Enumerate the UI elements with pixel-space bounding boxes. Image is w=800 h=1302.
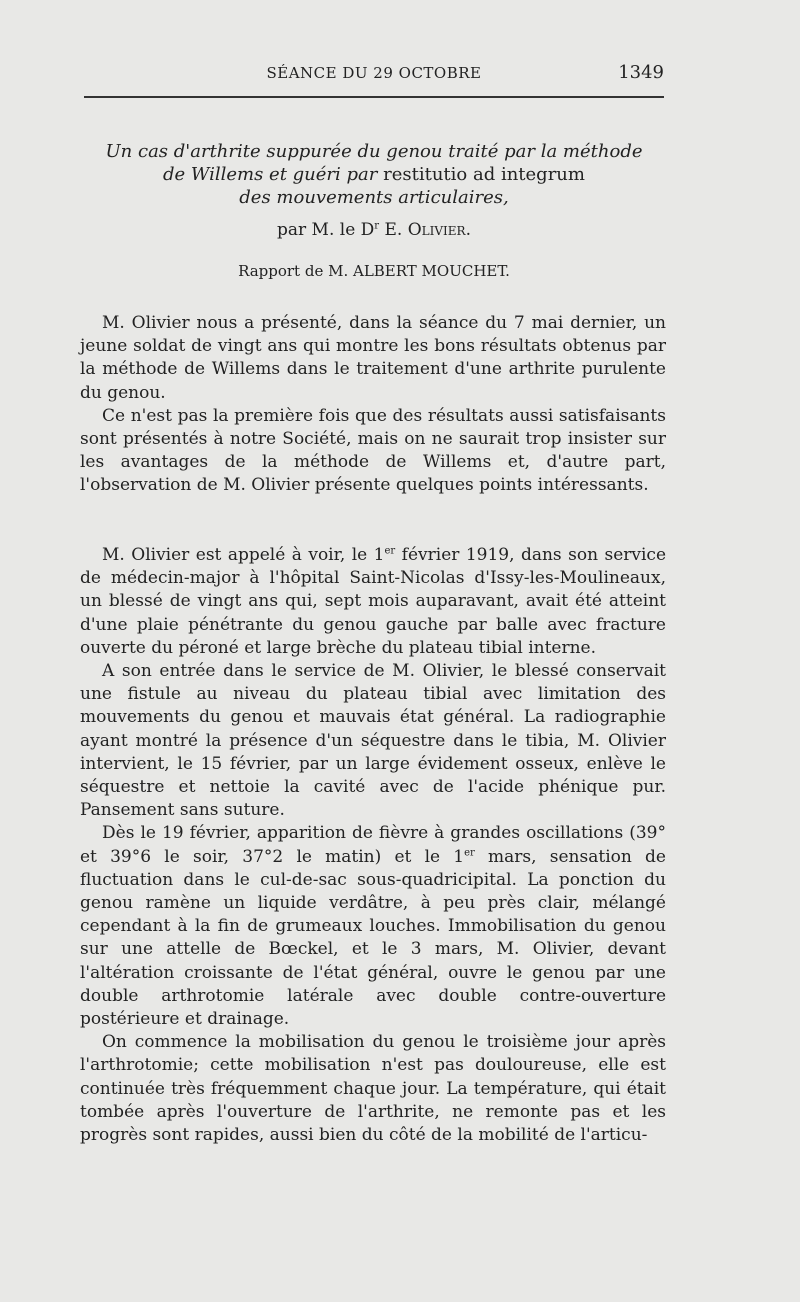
article-title [84, 140, 664, 209]
paragraph-5-a: Dès le 19 février, apparition de fièvre à grandes oscillations (39° et 39°6 le soir, 37°2 le matin) et le 1 [80, 823, 666, 867]
title-line-3: des mouvements articulaires, [239, 187, 509, 208]
paragraph-3-a: M. Olivier est appelé à voir, le 1 [102, 545, 385, 565]
running-header [84, 60, 664, 88]
byline-initial: E. [384, 220, 403, 240]
paragraph-1: M. Olivier nous a présenté, dans la séance du 7 mai dernier, un jeune soldat de vingt ans qui montre les bons résultats obtenus par la méthode de Willems dans le traitement d'une arthrite purulente du genou. [80, 313, 666, 403]
body-section-2 [80, 544, 666, 1147]
body-section-1 [80, 312, 666, 498]
report-line: Rapport de M. ALBERT MOUCHET. [238, 262, 510, 280]
paragraph-6: On commence la mobilisation du genou le troisième jour après l'arthrotomie; cette mobilisation n'est pas douloureuse, elle est continuée très fréquemment chaque jour. La température, qui était tombée après l'ouverture de l'arthrite, ne remonte pas et les progrès sont rapides, aussi bien du côté de la mobilité de l'articu- [80, 1032, 666, 1146]
byline [84, 220, 664, 240]
title-line-2-italic: de Willems et guéri par [163, 164, 378, 185]
byline-prefix: par M. le D [277, 220, 375, 240]
paragraph-3-sup: er [384, 545, 396, 557]
title-line-1: Un cas d'arthrite suppurée du genou traité par la méthode [105, 141, 643, 162]
byline-sup: r [374, 220, 380, 232]
paragraph-4: A son entrée dans le service de M. Olivier, le blessé conservait une fistule au niveau du plateau tibial avec limitation des mouvements du genou et mauvais état général. La radiographie ayant montré la présence d'un séquestre dans le tibia, M. Olivier intervient, le 15 février, par un large évidement osseux, enlève le séquestre et nettoie la cavité avec de l'acide phénique pur. Pansement sans suture. [80, 661, 666, 821]
header-rule [84, 96, 664, 98]
paragraph-5-sup: er [464, 846, 475, 858]
paragraph-3 [80, 544, 666, 660]
title-line-2-roman: restitutio ad integrum [383, 164, 585, 185]
paragraph-2: Ce n'est pas la première fois que des résultats aussi satisfaisants sont présentés à notre Société, mais on ne saurait trop insister sur les avantages de la méthode de Willems et, d'autre part, l'observation de M. Olivier présente quelques points intéressants. [80, 405, 666, 496]
title-line-2 [84, 163, 664, 186]
paragraph-5-b: mars, sensation de fluctuation dans le cul-de-sac sous-quadricipital. La ponction du genou ramène un liquide verdâtre, à peu près clair, mélangé cependant à la fin de grumeaux louches. Immobilisation du genou sur une attelle de Bœckel, et le 3 mars, M. Olivier, devant l'altération croissante de l'état général, ouvre le genou par une double arthrotomie latérale avec double contre-ouverture postérieure et drainage. [80, 846, 666, 1030]
paragraph-3-b: février 1919, dans son service de médecin-major à l'hôpital Saint-Nicolas d'Issy-les-Moulineaux, un blessé de vingt ans qui, sept mois auparavant, avait été atteint d'une plaie pénétrante du genou gauche par balle avec fracture ouverte du péroné et large brèche du plateau tibial interne. [80, 545, 667, 658]
page-number: 1349 [618, 62, 664, 83]
running-title: SÉANCE DU 29 OCTOBRE [266, 64, 482, 82]
author-name: Olivier. [407, 220, 471, 240]
paragraph-5 [80, 822, 666, 1031]
